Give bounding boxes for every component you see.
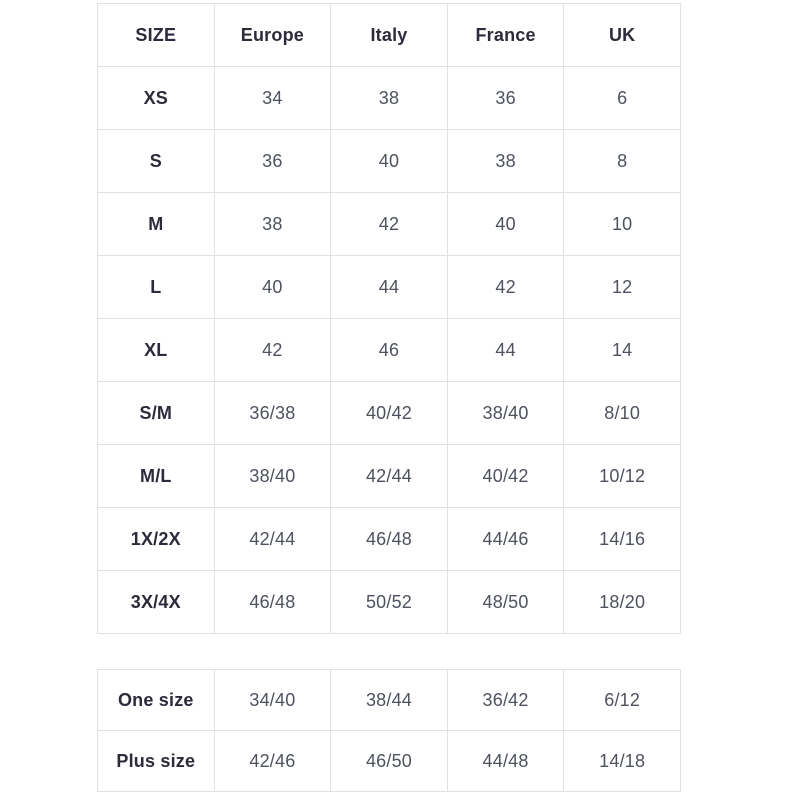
cell-sm-uk: 8/10 (564, 382, 681, 445)
row-header-s: S (98, 130, 215, 193)
special-sizes-table (97, 669, 681, 792)
cell-sm-italy: 40/42 (331, 382, 448, 445)
row-header-1x2x: 1X/2X (98, 508, 215, 571)
column-header-italy: Italy (331, 4, 448, 67)
table-row-xs (98, 67, 681, 130)
table-row-one-size (98, 670, 681, 731)
cell-s-italy: 40 (331, 130, 448, 193)
cell-s-uk: 8 (564, 130, 681, 193)
cell-plus-size-uk: 14/18 (564, 731, 681, 792)
table-row-xl (98, 319, 681, 382)
cell-xl-france: 44 (447, 319, 564, 382)
cell-ml-italy: 42/44 (331, 445, 448, 508)
row-header-ml: M/L (98, 445, 215, 508)
cell-plus-size-europe: 42/46 (214, 731, 331, 792)
cell-sm-france: 38/40 (447, 382, 564, 445)
header-row (98, 4, 681, 67)
cell-l-italy: 44 (331, 256, 448, 319)
table-row-1x2x (98, 508, 681, 571)
cell-one-size-italy: 38/44 (331, 670, 448, 731)
cell-s-europe: 36 (214, 130, 331, 193)
cell-one-size-europe: 34/40 (214, 670, 331, 731)
column-header-size: SIZE (98, 4, 215, 67)
cell-m-italy: 42 (331, 193, 448, 256)
cell-l-uk: 12 (564, 256, 681, 319)
size-conversion-section (97, 3, 681, 792)
cell-xs-europe: 34 (214, 67, 331, 130)
size-conversion-table (97, 3, 681, 634)
cell-1x2x-italy: 46/48 (331, 508, 448, 571)
cell-xl-europe: 42 (214, 319, 331, 382)
cell-ml-uk: 10/12 (564, 445, 681, 508)
cell-3x4x-italy: 50/52 (331, 571, 448, 634)
table-row-sm (98, 382, 681, 445)
cell-m-uk: 10 (564, 193, 681, 256)
cell-3x4x-uk: 18/20 (564, 571, 681, 634)
table-row-m (98, 193, 681, 256)
cell-1x2x-france: 44/46 (447, 508, 564, 571)
cell-l-france: 42 (447, 256, 564, 319)
table-row-3x4x (98, 571, 681, 634)
cell-1x2x-uk: 14/16 (564, 508, 681, 571)
cell-one-size-france: 36/42 (447, 670, 564, 731)
cell-ml-france: 40/42 (447, 445, 564, 508)
table-row-ml (98, 445, 681, 508)
column-header-europe: Europe (214, 4, 331, 67)
row-header-sm: S/M (98, 382, 215, 445)
cell-m-france: 40 (447, 193, 564, 256)
cell-sm-europe: 36/38 (214, 382, 331, 445)
column-header-uk: UK (564, 4, 681, 67)
cell-xs-france: 36 (447, 67, 564, 130)
cell-plus-size-france: 44/48 (447, 731, 564, 792)
cell-plus-size-italy: 46/50 (331, 731, 448, 792)
row-header-plus-size: Plus size (98, 731, 215, 792)
column-header-france: France (447, 4, 564, 67)
cell-m-europe: 38 (214, 193, 331, 256)
cell-ml-europe: 38/40 (214, 445, 331, 508)
cell-xs-italy: 38 (331, 67, 448, 130)
table-row-l (98, 256, 681, 319)
table-row-plus-size (98, 731, 681, 792)
cell-s-france: 38 (447, 130, 564, 193)
cell-3x4x-europe: 46/48 (214, 571, 331, 634)
cell-xl-italy: 46 (331, 319, 448, 382)
row-header-m: M (98, 193, 215, 256)
row-header-xl: XL (98, 319, 215, 382)
cell-xl-uk: 14 (564, 319, 681, 382)
row-header-3x4x: 3X/4X (98, 571, 215, 634)
table-gap (97, 634, 681, 669)
row-header-xs: XS (98, 67, 215, 130)
row-header-one-size: One size (98, 670, 215, 731)
cell-l-europe: 40 (214, 256, 331, 319)
table-row-s (98, 130, 681, 193)
cell-3x4x-france: 48/50 (447, 571, 564, 634)
cell-1x2x-europe: 42/44 (214, 508, 331, 571)
cell-one-size-uk: 6/12 (564, 670, 681, 731)
row-header-l: L (98, 256, 215, 319)
cell-xs-uk: 6 (564, 67, 681, 130)
